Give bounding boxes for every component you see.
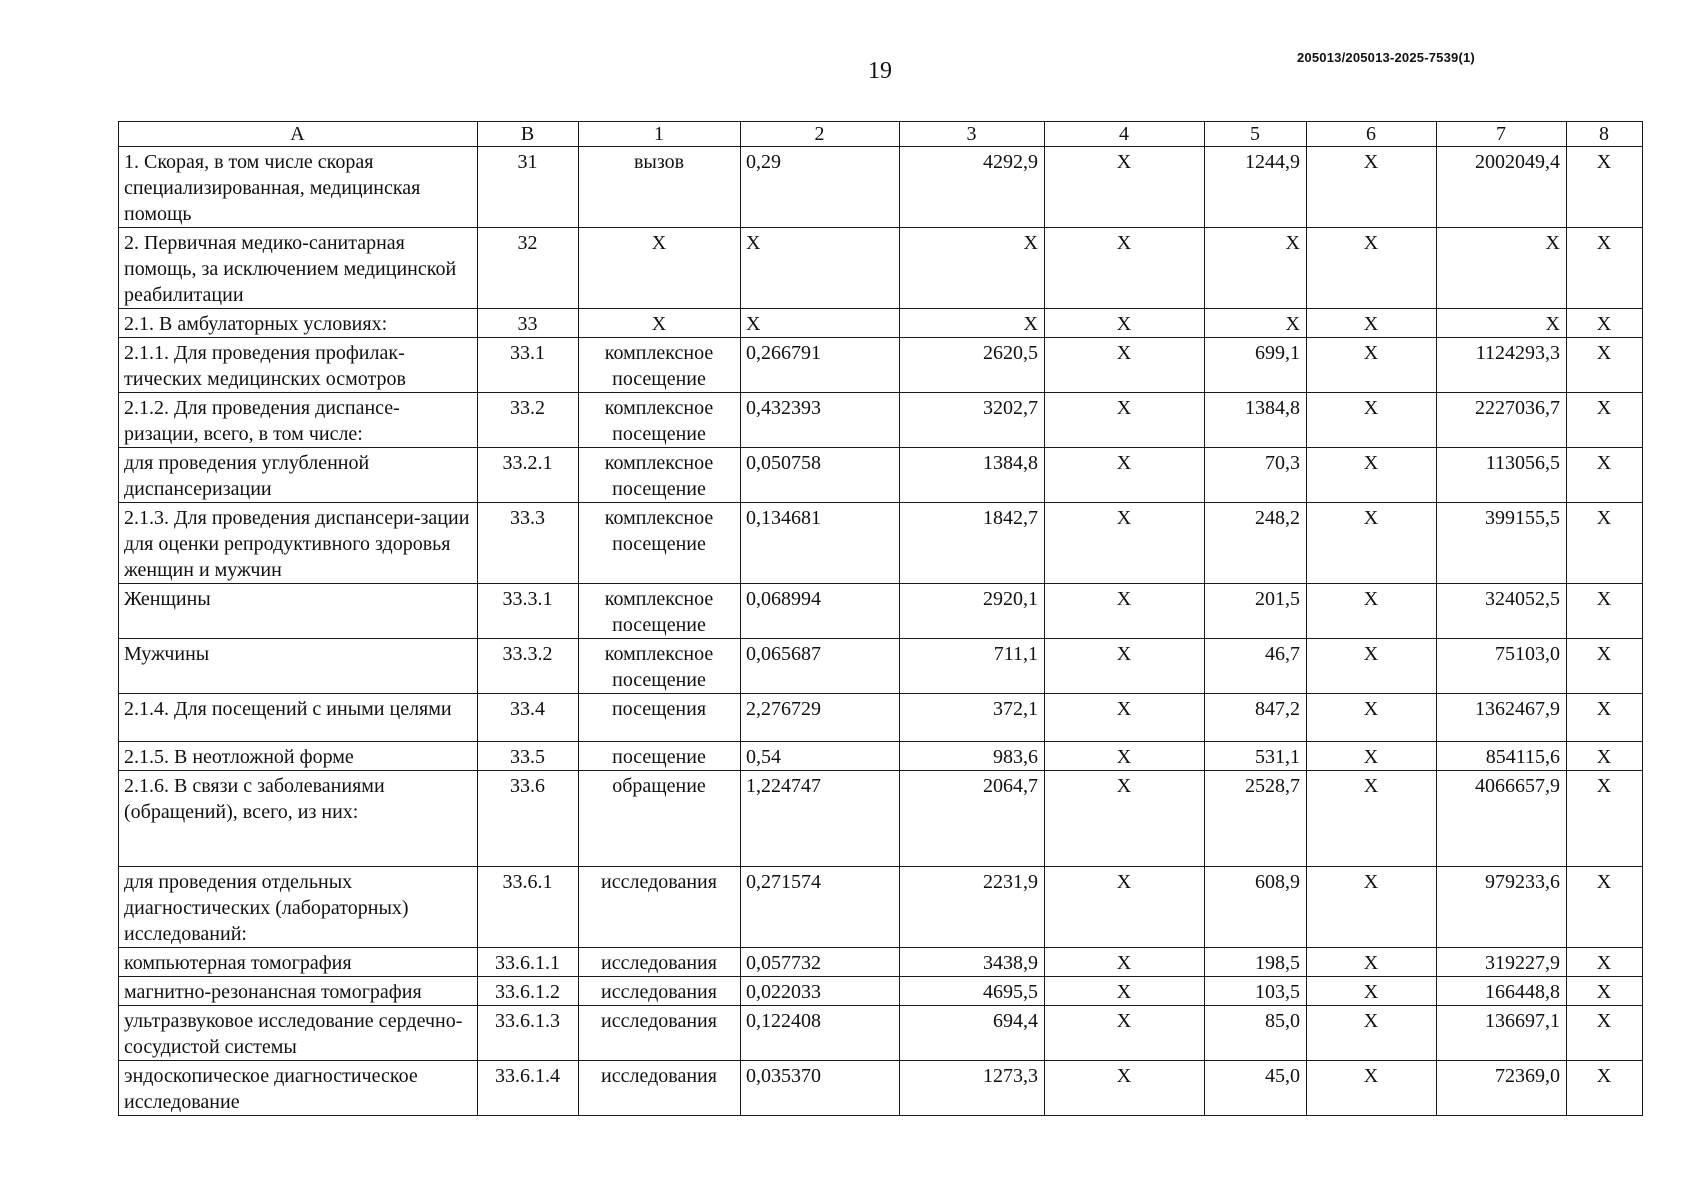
row-label: Женщины	[119, 584, 478, 639]
row-label: 2. Первичная медико-санитарная помощь, за исключением медицинской реабилитации	[119, 228, 478, 309]
col-8-value: X	[1567, 948, 1643, 977]
col-3-value: 983,6	[900, 742, 1045, 771]
col-2-value: 0,266791	[741, 338, 900, 393]
col-4-value: X	[1045, 977, 1205, 1006]
row-code: 33.6	[478, 771, 579, 867]
col-6-value: X	[1307, 584, 1437, 639]
col-7-value: 979233,6	[1437, 867, 1567, 948]
col-4-value: X	[1045, 742, 1205, 771]
col-2-value: 0,022033	[741, 977, 900, 1006]
table-row	[119, 977, 1643, 1006]
col-4-value: X	[1045, 867, 1205, 948]
table-row	[119, 948, 1643, 977]
col-5-value: 198,5	[1205, 948, 1307, 977]
row-code: 33.3	[478, 503, 579, 584]
col-8-value: X	[1567, 1006, 1643, 1061]
unit: исследования	[579, 948, 741, 977]
col-5-value: 2528,7	[1205, 771, 1307, 867]
row-label: магнитно-резонансная томография	[119, 977, 478, 1006]
row-label: для проведения отдельных диагностических (лабораторных) исследований:	[119, 867, 478, 948]
unit: исследования	[579, 1061, 741, 1116]
col-4-value: X	[1045, 1061, 1205, 1116]
col-3-value: 1273,3	[900, 1061, 1045, 1116]
data-table	[118, 121, 1643, 1116]
unit: исследования	[579, 867, 741, 948]
col-4-value: X	[1045, 584, 1205, 639]
col-7-value: 399155,5	[1437, 503, 1567, 584]
header-cell-8: 8	[1567, 122, 1643, 147]
col-2-value: 2,276729	[741, 694, 900, 742]
col-7-value: 1124293,3	[1437, 338, 1567, 393]
col-4-value: X	[1045, 228, 1205, 309]
col-8-value: X	[1567, 977, 1643, 1006]
row-code: 31	[478, 147, 579, 228]
row-label: 2.1.4. Для посещений с иными целями	[119, 694, 478, 742]
col-3-value: 2620,5	[900, 338, 1045, 393]
unit: X	[579, 309, 741, 338]
col-6-value: X	[1307, 1061, 1437, 1116]
table-header-row	[119, 122, 1643, 147]
col-7-value: 136697,1	[1437, 1006, 1567, 1061]
row-label: компьютерная томография	[119, 948, 478, 977]
table-row	[119, 771, 1643, 867]
col-5-value: 46,7	[1205, 639, 1307, 694]
col-3-value: 2231,9	[900, 867, 1045, 948]
table-row	[119, 309, 1643, 338]
header-cell-a: A	[119, 122, 478, 147]
col-2-value: 0,057732	[741, 948, 900, 977]
col-4-value: X	[1045, 1006, 1205, 1061]
header-cell-4: 4	[1045, 122, 1205, 147]
col-2-value: 0,134681	[741, 503, 900, 584]
col-8-value: X	[1567, 338, 1643, 393]
table-row	[119, 503, 1643, 584]
col-8-value: X	[1567, 228, 1643, 309]
col-5-value: 201,5	[1205, 584, 1307, 639]
col-2-value: 0,432393	[741, 393, 900, 448]
col-3-value: 372,1	[900, 694, 1045, 742]
col-6-value: X	[1307, 503, 1437, 584]
col-6-value: X	[1307, 639, 1437, 694]
row-code: 33.5	[478, 742, 579, 771]
table-row	[119, 147, 1643, 228]
row-label: 2.1.5. В неотложной форме	[119, 742, 478, 771]
row-label: 1. Скорая, в том числе скорая специализированная, медицинская помощь	[119, 147, 478, 228]
col-6-value: X	[1307, 1006, 1437, 1061]
unit: комплексное посещение	[579, 503, 741, 584]
col-6-value: X	[1307, 742, 1437, 771]
page-number: 19	[868, 58, 892, 84]
col-6-value: X	[1307, 977, 1437, 1006]
col-2-value: 0,050758	[741, 448, 900, 503]
unit: комплексное посещение	[579, 584, 741, 639]
table-row	[119, 338, 1643, 393]
table-row	[119, 584, 1643, 639]
col-6-value: X	[1307, 694, 1437, 742]
col-8-value: X	[1567, 1061, 1643, 1116]
col-7-value: 854115,6	[1437, 742, 1567, 771]
col-5-value: 1384,8	[1205, 393, 1307, 448]
unit: посещение	[579, 742, 741, 771]
col-7-value: 1362467,9	[1437, 694, 1567, 742]
col-8-value: X	[1567, 694, 1643, 742]
row-label: 2.1.6. В связи с заболеваниями (обращений), всего, из них:	[119, 771, 478, 867]
col-8-value: X	[1567, 639, 1643, 694]
col-3-value: X	[900, 228, 1045, 309]
col-7-value: 4066657,9	[1437, 771, 1567, 867]
unit: исследования	[579, 1006, 741, 1061]
col-4-value: X	[1045, 639, 1205, 694]
row-code: 33.6.1	[478, 867, 579, 948]
row-label: 2.1.3. Для проведения диспансери-зации для оценки репродуктивного здоровья женщин и мужчин	[119, 503, 478, 584]
col-2-value: X	[741, 309, 900, 338]
header-cell-2: 2	[741, 122, 900, 147]
row-label: 2.1. В амбулаторных условиях:	[119, 309, 478, 338]
col-8-value: X	[1567, 309, 1643, 338]
row-label: для проведения углубленной диспансеризации	[119, 448, 478, 503]
col-4-value: X	[1045, 393, 1205, 448]
col-3-value: 1384,8	[900, 448, 1045, 503]
col-2-value: 0,065687	[741, 639, 900, 694]
table-row	[119, 694, 1643, 742]
unit: X	[579, 228, 741, 309]
unit: вызов	[579, 147, 741, 228]
col-2-value: 0,54	[741, 742, 900, 771]
col-5-value: X	[1205, 228, 1307, 309]
table-row	[119, 1006, 1643, 1061]
row-code: 33.6.1.1	[478, 948, 579, 977]
col-3-value: 711,1	[900, 639, 1045, 694]
col-5-value: 531,1	[1205, 742, 1307, 771]
col-2-value: X	[741, 228, 900, 309]
row-code: 33	[478, 309, 579, 338]
col-8-value: X	[1567, 448, 1643, 503]
col-6-value: X	[1307, 393, 1437, 448]
col-3-value: 694,4	[900, 1006, 1045, 1061]
col-7-value: 319227,9	[1437, 948, 1567, 977]
col-8-value: X	[1567, 584, 1643, 639]
col-3-value: X	[900, 309, 1045, 338]
col-7-value: 75103,0	[1437, 639, 1567, 694]
col-6-value: X	[1307, 309, 1437, 338]
col-5-value: X	[1205, 309, 1307, 338]
col-4-value: X	[1045, 503, 1205, 584]
col-8-value: X	[1567, 503, 1643, 584]
col-4-value: X	[1045, 309, 1205, 338]
col-6-value: X	[1307, 948, 1437, 977]
col-3-value: 1842,7	[900, 503, 1045, 584]
table-row	[119, 639, 1643, 694]
col-5-value: 85,0	[1205, 1006, 1307, 1061]
row-label: ультразвуковое исследование сердечно-сосудистой системы	[119, 1006, 478, 1061]
header-cell-6: 6	[1307, 122, 1437, 147]
row-code: 33.2.1	[478, 448, 579, 503]
col-5-value: 70,3	[1205, 448, 1307, 503]
table-row	[119, 1061, 1643, 1116]
col-7-value: 72369,0	[1437, 1061, 1567, 1116]
header-cell-b: B	[478, 122, 579, 147]
document-id: 205013/205013-2025-7539(1)	[1297, 50, 1475, 65]
row-code: 33.6.1.3	[478, 1006, 579, 1061]
unit: комплексное посещение	[579, 338, 741, 393]
row-code: 33.2	[478, 393, 579, 448]
table-row	[119, 448, 1643, 503]
header-cell-5: 5	[1205, 122, 1307, 147]
col-4-value: X	[1045, 448, 1205, 503]
col-7-value: 324052,5	[1437, 584, 1567, 639]
unit: посещения	[579, 694, 741, 742]
col-7-value: X	[1437, 228, 1567, 309]
col-4-value: X	[1045, 147, 1205, 228]
col-3-value: 2920,1	[900, 584, 1045, 639]
unit: исследования	[579, 977, 741, 1006]
col-7-value: 166448,8	[1437, 977, 1567, 1006]
col-5-value: 847,2	[1205, 694, 1307, 742]
col-2-value: 1,224747	[741, 771, 900, 867]
row-code: 33.6.1.2	[478, 977, 579, 1006]
row-label: Мужчины	[119, 639, 478, 694]
col-2-value: 0,068994	[741, 584, 900, 639]
row-code: 33.1	[478, 338, 579, 393]
row-code: 32	[478, 228, 579, 309]
unit: обращение	[579, 771, 741, 867]
col-6-value: X	[1307, 147, 1437, 228]
row-label: 2.1.1. Для проведения профилак-тических медицинских осмотров	[119, 338, 478, 393]
col-8-value: X	[1567, 771, 1643, 867]
col-4-value: X	[1045, 338, 1205, 393]
col-5-value: 608,9	[1205, 867, 1307, 948]
col-8-value: X	[1567, 742, 1643, 771]
col-8-value: X	[1567, 867, 1643, 948]
col-3-value: 2064,7	[900, 771, 1045, 867]
col-5-value: 1244,9	[1205, 147, 1307, 228]
col-6-value: X	[1307, 448, 1437, 503]
col-7-value: 2227036,7	[1437, 393, 1567, 448]
header-cell-3: 3	[900, 122, 1045, 147]
col-6-value: X	[1307, 867, 1437, 948]
row-code: 33.3.1	[478, 584, 579, 639]
col-6-value: X	[1307, 338, 1437, 393]
col-3-value: 4292,9	[900, 147, 1045, 228]
unit: комплексное посещение	[579, 448, 741, 503]
table-row	[119, 867, 1643, 948]
row-code: 33.3.2	[478, 639, 579, 694]
col-2-value: 0,29	[741, 147, 900, 228]
unit: комплексное посещение	[579, 393, 741, 448]
header-cell-1: 1	[579, 122, 741, 147]
col-5-value: 699,1	[1205, 338, 1307, 393]
col-2-value: 0,035370	[741, 1061, 900, 1116]
col-3-value: 4695,5	[900, 977, 1045, 1006]
col-7-value: 2002049,4	[1437, 147, 1567, 228]
col-2-value: 0,122408	[741, 1006, 900, 1061]
row-label: эндоскопическое диагностическое исследование	[119, 1061, 478, 1116]
col-8-value: X	[1567, 393, 1643, 448]
col-5-value: 103,5	[1205, 977, 1307, 1006]
col-2-value: 0,271574	[741, 867, 900, 948]
col-7-value: 113056,5	[1437, 448, 1567, 503]
col-4-value: X	[1045, 948, 1205, 977]
unit: комплексное посещение	[579, 639, 741, 694]
row-code: 33.6.1.4	[478, 1061, 579, 1116]
col-3-value: 3202,7	[900, 393, 1045, 448]
row-code: 33.4	[478, 694, 579, 742]
col-5-value: 45,0	[1205, 1061, 1307, 1116]
header-cell-7: 7	[1437, 122, 1567, 147]
col-3-value: 3438,9	[900, 948, 1045, 977]
col-5-value: 248,2	[1205, 503, 1307, 584]
table-row	[119, 228, 1643, 309]
table-row	[119, 742, 1643, 771]
col-8-value: X	[1567, 147, 1643, 228]
col-4-value: X	[1045, 771, 1205, 867]
col-6-value: X	[1307, 771, 1437, 867]
col-6-value: X	[1307, 228, 1437, 309]
row-label: 2.1.2. Для проведения диспансе-ризации, всего, в том числе:	[119, 393, 478, 448]
table-row	[119, 393, 1643, 448]
col-4-value: X	[1045, 694, 1205, 742]
col-7-value: X	[1437, 309, 1567, 338]
